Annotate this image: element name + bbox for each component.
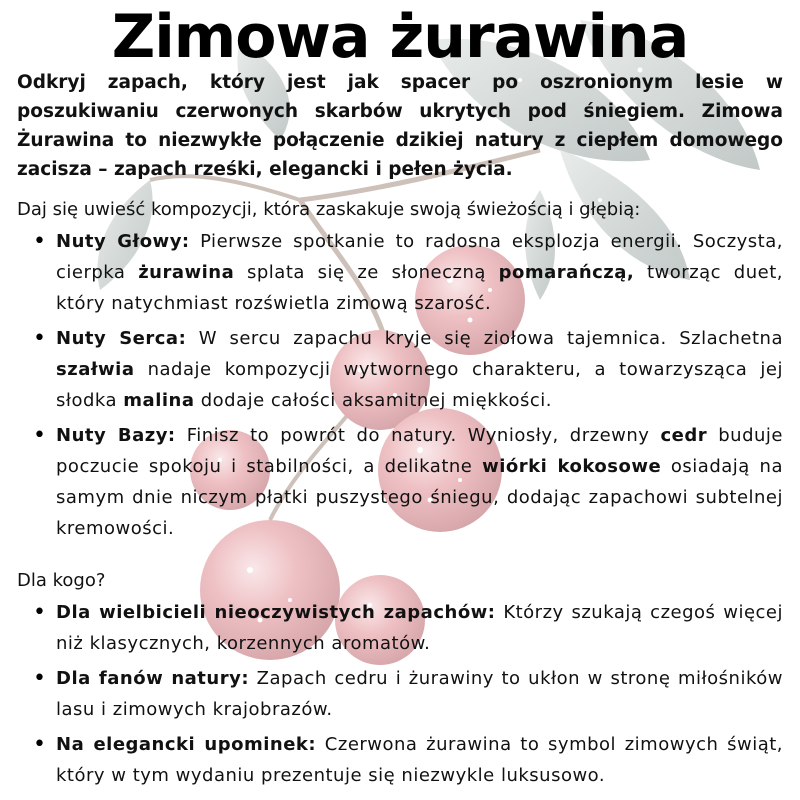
ingredient: pomarańczą, (498, 262, 635, 283)
ingredient: szałwia (56, 359, 135, 380)
note-heart: • Nuty Serca: W sercu zapachu kryje się ziołowa tajemnica. Szlachetna szałwia nadaje kompozycji wytwornego charakteru, a towarzysząca jej słodka malina dodaje całości aksamitnej miękkości. (0, 323, 783, 416)
audience-label: Na elegancki upominek: (56, 734, 317, 755)
note-top: • Nuty Głowy: Pierwsze spotkanie to radosna eksplozja energii. Soczysta, cierpka żurawina splata się ze słoneczną pomarańczą, tworząc duet, który natychmiast rozświetla zimową szarość. (0, 226, 783, 319)
note-label: Nuty Serca: (56, 328, 187, 349)
note-base: • Nuty Bazy: Finisz to powrót do natury. Wyniosły, drzewny cedr buduje poczucie spokoju i stabilności, a delikatne wiórki kokosowe osiadają na samym dnie niczym płatki puszystego śniegu, dodając zapachowi subtelnej kremowości. (0, 420, 783, 544)
intro-paragraph: Odkryj zapach, który jest jak spacer po oszronionym lesie w poszukiwaniu czerwonych skarbów ukrytych pod śniegiem. Zimowa Żurawina to niezwykłe połączenie dzikiej natury z ciepłem domowego zacisza – zapach rześki, elegancki i pełen życia. (17, 72, 783, 180)
note-label: Nuty Głowy: (56, 231, 190, 252)
page-title: Zimowa żurawina (111, 2, 689, 72)
audience-heading: Dla kogo? (17, 570, 106, 591)
ingredient: cedr (660, 425, 708, 446)
ingredient: wiórki kokosowe (482, 456, 662, 477)
composition-lead: Daj się uwieść kompozycji, która zaskakuje swoją świeżością i głębią: (17, 199, 641, 220)
fragrance-notes-list (0, 226, 783, 548)
audience-item: • Dla fanów natury: Zapach cedru i żurawiny to ukłon w stronę miłośników lasu i zimowych krajobrazów. (0, 663, 783, 725)
audience-label: Dla wielbicieli nieoczywistych zapachów: (56, 602, 496, 623)
audience-label: Dla fanów natury: (56, 668, 250, 689)
audience-list (0, 597, 783, 795)
ingredient: żurawina (138, 262, 235, 283)
ingredient: malina (123, 390, 195, 411)
note-label: Nuty Bazy: (56, 425, 176, 446)
audience-item: • Dla wielbicieli nieoczywistych zapachów: Którzy szukają czegoś więcej niż klasycznych, korzennych aromatów. (0, 597, 783, 659)
audience-item: • Na elegancki upominek: Czerwona żurawina to symbol zimowych świąt, który w tym wydaniu prezentuje się niezwykle luksusowo. (0, 729, 783, 791)
